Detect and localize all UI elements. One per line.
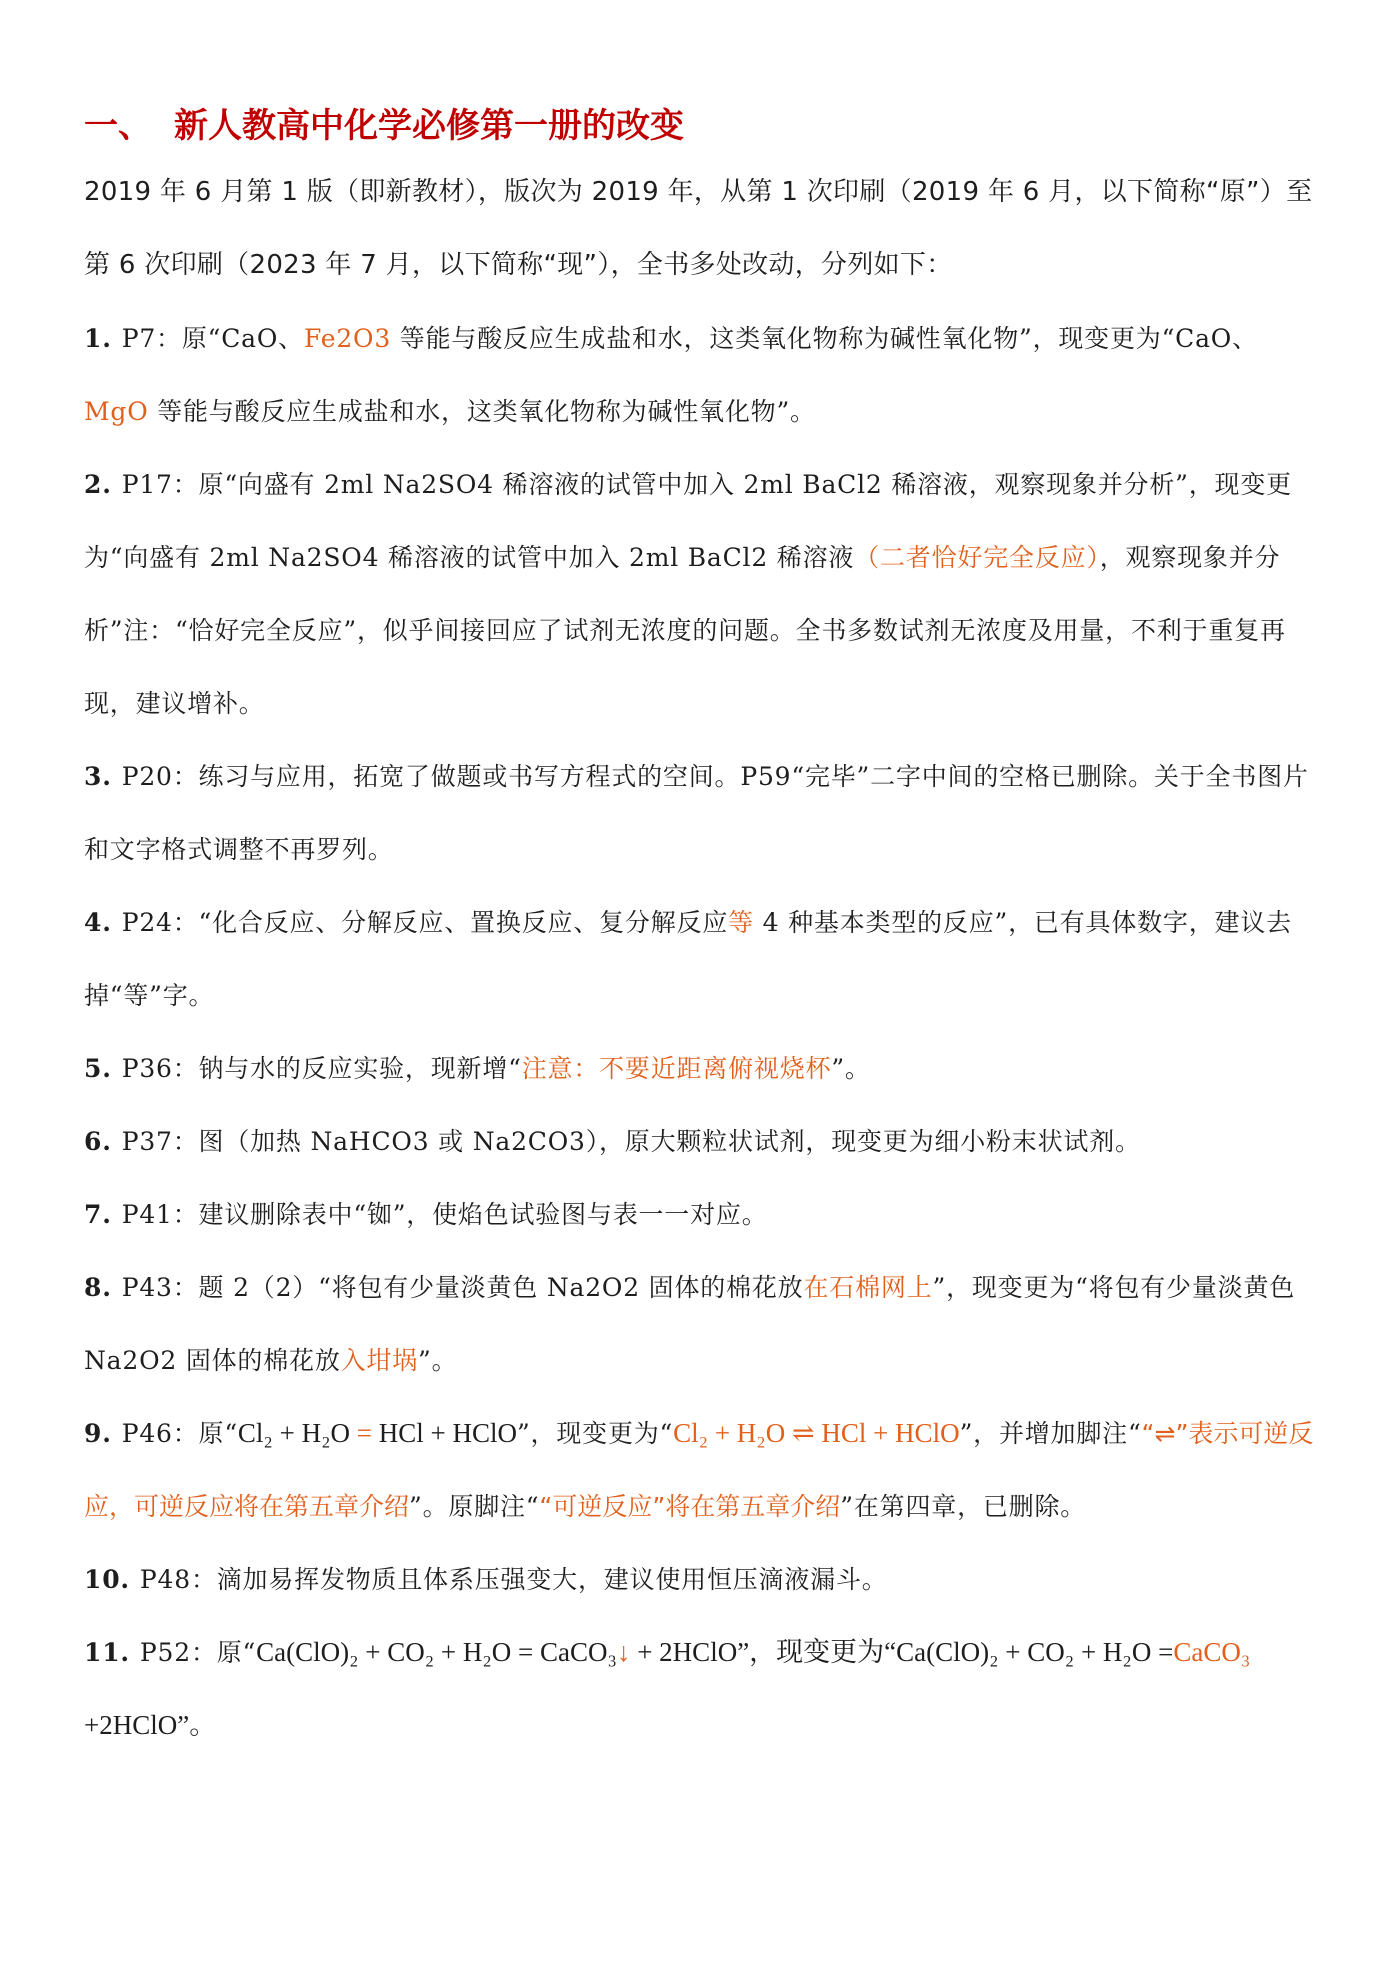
- item-number: 2.: [84, 470, 112, 499]
- highlighted-change: 等: [728, 908, 754, 937]
- highlighted-change: Cl₂ + H₂O ⇌ HCl + HClO: [673, 1418, 960, 1448]
- highlighted-change: 入坩埚: [340, 1346, 419, 1375]
- item-number: 3.: [84, 762, 112, 791]
- item-text: Ca(ClO)₂ + CO₂ + H₂O = CaCO₃: [256, 1637, 617, 1667]
- item-text: Cl₂ + H₂O: [237, 1418, 357, 1448]
- highlighted-change: “⇌”表示可逆反应，可逆反应将在第五章介绍: [84, 1419, 1314, 1521]
- item-number: 4.: [84, 908, 112, 937]
- section-number: 一、: [84, 106, 152, 146]
- section-heading: [84, 96, 1316, 156]
- item-text: ”。: [831, 1054, 871, 1083]
- item-text: P41：建议删除表中“铷”，使焰色试验图与表一一对应。: [121, 1200, 768, 1229]
- item-text: P37：图（加热 NaHCO3 或 Na2CO3），原大颗粒状试剂，现变更为细小粉末状试剂。: [121, 1127, 1141, 1156]
- item-number: 8.: [84, 1273, 112, 1302]
- item-text: HCl + HClO: [371, 1418, 517, 1448]
- highlighted-change: 在石棉网上: [803, 1273, 933, 1302]
- item-number: 9.: [84, 1419, 112, 1448]
- highlighted-change: ↓: [616, 1637, 631, 1667]
- change-item: [84, 1105, 1316, 1178]
- item-text: P7：原“CaO、: [121, 324, 304, 353]
- section-title: 新人教高中化学必修第一册的改变: [174, 106, 684, 146]
- change-item: [84, 1251, 1316, 1397]
- change-item: [84, 302, 1316, 448]
- highlighted-change: Fe2O3: [303, 324, 392, 353]
- item-text: P17：原“向盛有 2ml Na2SO4 稀溶液的试管中加入 2ml BaCl2 稀溶液，观察现象并分析”，现变更为“向盛有 2ml Na2SO4 稀溶液的试管中加入 2ml BaCl2 稀溶液: [84, 470, 1292, 572]
- change-item: [84, 1616, 1316, 1762]
- item-number: 7.: [84, 1200, 112, 1229]
- item-text: +2HClO”。: [84, 1710, 217, 1740]
- highlighted-change: CaCO₃: [1173, 1637, 1251, 1667]
- item-number: 1.: [84, 324, 112, 353]
- item-number: 11.: [84, 1638, 130, 1667]
- item-text: ”，并增加脚注“: [959, 1419, 1142, 1448]
- item-text: ”。: [418, 1346, 458, 1375]
- intro-paragraph: 2019 年 6 月第 1 版（即新教材），版次为 2019 年，从第 1 次印刷（2019 年 6 月，以下简称“原”）至第 6 次印刷（2023 年 7 月，以下简称“现”），全书多处改动，分列如下：: [84, 177, 1313, 280]
- item-text: P20：练习与应用，拓宽了做题或书写方程式的空间。P59“完毕”二字中间的空格已删除。关于全书图片和文字格式调整不再罗列。: [84, 762, 1309, 864]
- item-text: ”。原脚注“: [409, 1492, 540, 1521]
- item-text: P52：原“: [139, 1638, 257, 1667]
- change-item: [84, 886, 1316, 1032]
- item-text: ”，现变更为“将包有少量淡黄色 Na2O2 固体的棉花放: [84, 1273, 1296, 1375]
- item-number: 10.: [84, 1565, 130, 1594]
- item-text: P43：题 2（2）“将包有少量淡黄色 Na2O2 固体的棉花放: [121, 1273, 804, 1302]
- item-text: ”，现变更为“: [516, 1419, 674, 1448]
- item-text: P36：钠与水的反应实验，现新增“: [121, 1054, 522, 1083]
- item-number: 6.: [84, 1127, 112, 1156]
- change-item: [84, 740, 1316, 886]
- item-text: 等能与酸反应生成盐和水，这类氧化物称为碱性氧化物”。: [148, 397, 816, 426]
- highlighted-change: =: [356, 1418, 372, 1448]
- highlighted-change: “可逆反应”将在第五章介绍: [539, 1492, 841, 1521]
- item-text: + 2HClO”，现变更为“: [630, 1637, 897, 1667]
- item-text: P48：滴加易挥发物质且体系压强变大，建议使用恒压滴液漏斗。: [139, 1565, 888, 1594]
- change-item: [84, 1543, 1316, 1616]
- highlighted-change: （二者恰好完全反应）: [854, 543, 1100, 572]
- item-text: 4 种基本类型的反应”，已有具体数字，建议去掉“等”字。: [84, 908, 1292, 1010]
- change-item: [84, 448, 1316, 740]
- item-text: ，观察现象并分析”注：“恰好完全反应”，似乎间接回应了试剂无浓度的问题。全书多数试剂无浓度及用量，不利于重复再现，建议增补。: [84, 543, 1286, 718]
- item-text: Ca(ClO)₂ + CO₂ + H₂O =: [896, 1637, 1174, 1667]
- highlighted-change: 注意：不要近距离俯视烧杯: [521, 1054, 832, 1083]
- item-text: 等能与酸反应生成盐和水，这类氧化物称为碱性氧化物”，现变更为“CaO、: [391, 324, 1258, 353]
- change-item: [84, 1032, 1316, 1105]
- change-item: [84, 1178, 1316, 1251]
- highlighted-change: MgO: [84, 397, 149, 426]
- change-list: [84, 302, 1316, 1762]
- item-text: P46：原“: [121, 1419, 238, 1448]
- item-number: 5.: [84, 1054, 112, 1083]
- change-item: [84, 1397, 1316, 1543]
- item-text: ”在第四章，已删除。: [840, 1492, 1087, 1521]
- item-text: P24：“化合反应、分解反应、置换反应、复分解反应: [121, 908, 729, 937]
